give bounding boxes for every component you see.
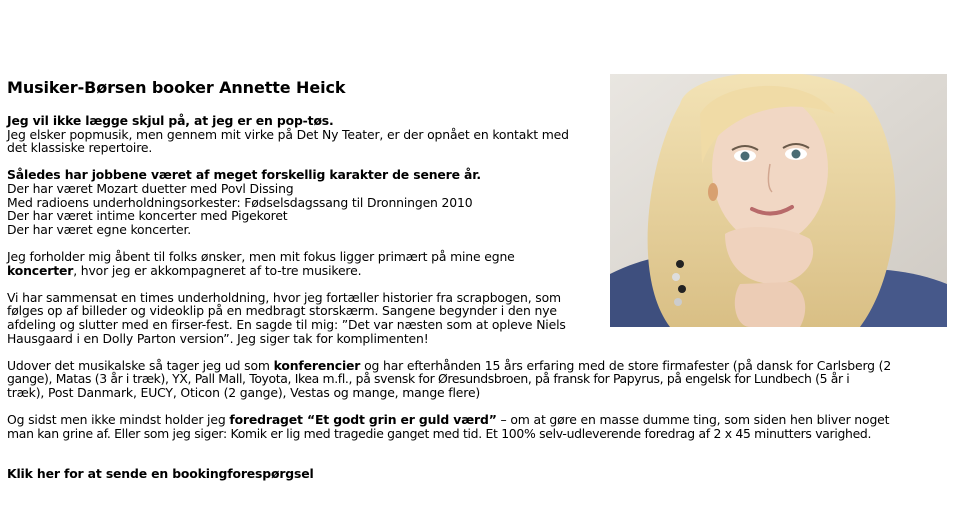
show-line: Vi har sammensat en times underholdning, hvor jeg fortæller historier fra scrapbogen, som [7,289,561,305]
conferences-bold: konferencier [273,357,361,373]
varied-item: Der har været egne koncerter. [7,221,192,237]
conferences-line-3: træk), Post Danmark, EUCY, Oticon (2 gange), Vestas og mange, mange flere) [7,384,481,400]
lecture-bold: foredraget “Et godt grin er guld værd” [229,412,497,428]
varied-paragraph [7,168,603,236]
varied-lead: Således har jobbene været af meget forskellig karakter de senere år. [7,167,481,183]
article [7,78,947,481]
varied-item: Der har været Mozart duetter med Povl Dissing [7,180,294,196]
intro-paragraph [7,114,603,155]
conferences-rest: og har efterhånden 15 års erfaring med de store firmafester (på dansk for Carlsberg (2 [360,357,892,373]
lecture-line-1 [7,413,947,427]
show-paragraph [7,291,603,345]
concerts-rest: , hvor jeg er akkompagneret af to-tre musikere. [73,262,362,278]
concerts-line-2 [7,264,603,278]
conferences-paragraph [7,359,947,400]
conferences-line-1 [7,359,947,373]
show-line: følges op af billeder og videoklip på en medbragt storskærm. Sangene begynder i den nye [7,303,557,319]
booking-request-link[interactable]: Klik her for at sende en bookingforespørgsel [7,466,314,482]
varied-item: Der har været intime koncerter med Pigekoret [7,208,288,224]
concerts-line-1: Jeg forholder mig åbent til folks ønsker, men mit fokus ligger primært på mine egne [7,248,515,264]
lecture-line-2: man kan grine af. Eller som jeg siger: Komik er lig med tragedie ganget med tid. Et 100% selv-udleverende foredrag af 2 x 45 minutters varighed. [7,425,872,441]
intro-line-1: Jeg elsker popmusik, men gennem mit virke på Det Ny Teater, er der opnået en kontakt med [7,126,569,142]
intro-lead: Jeg vil ikke lægge skjul på, at jeg er en pop-tøs. [7,113,334,128]
conferences-pre: Udover det musikalske så tager jeg ud som [7,357,274,373]
lecture-rest: – om at gøre en masse dumme ting, som siden hen bliver noget [496,412,890,428]
conferences-line-2: gange), Matas (3 år i træk), YX, Pall Mall, Toyota, Ikea m.fl., på svensk for Øresundsbroen, på fransk for Papyrus, på engelsk for Lundbech (5 år i [7,371,850,387]
concerts-bold: koncerter [7,262,74,278]
show-line: afdeling og slutter med en firser-fest. En sagde til mig: ”Det var næsten som at opleve Niels [7,316,566,332]
varied-item: Med radioens underholdningsorkester: Fødselsdagssang til Dronningen 2010 [7,194,473,210]
page-title: Musiker-Børsen booker Annette Heick [7,78,346,97]
lecture-pre: Og sidst men ikke mindst holder jeg [7,412,230,428]
show-line: Hausgaard i en Dolly Parton version”. Jeg siger tak for komplimenten! [7,330,429,346]
lecture-paragraph [7,413,947,440]
concerts-paragraph [7,250,603,277]
intro-line-2: det klassiske repertoire. [7,140,153,156]
